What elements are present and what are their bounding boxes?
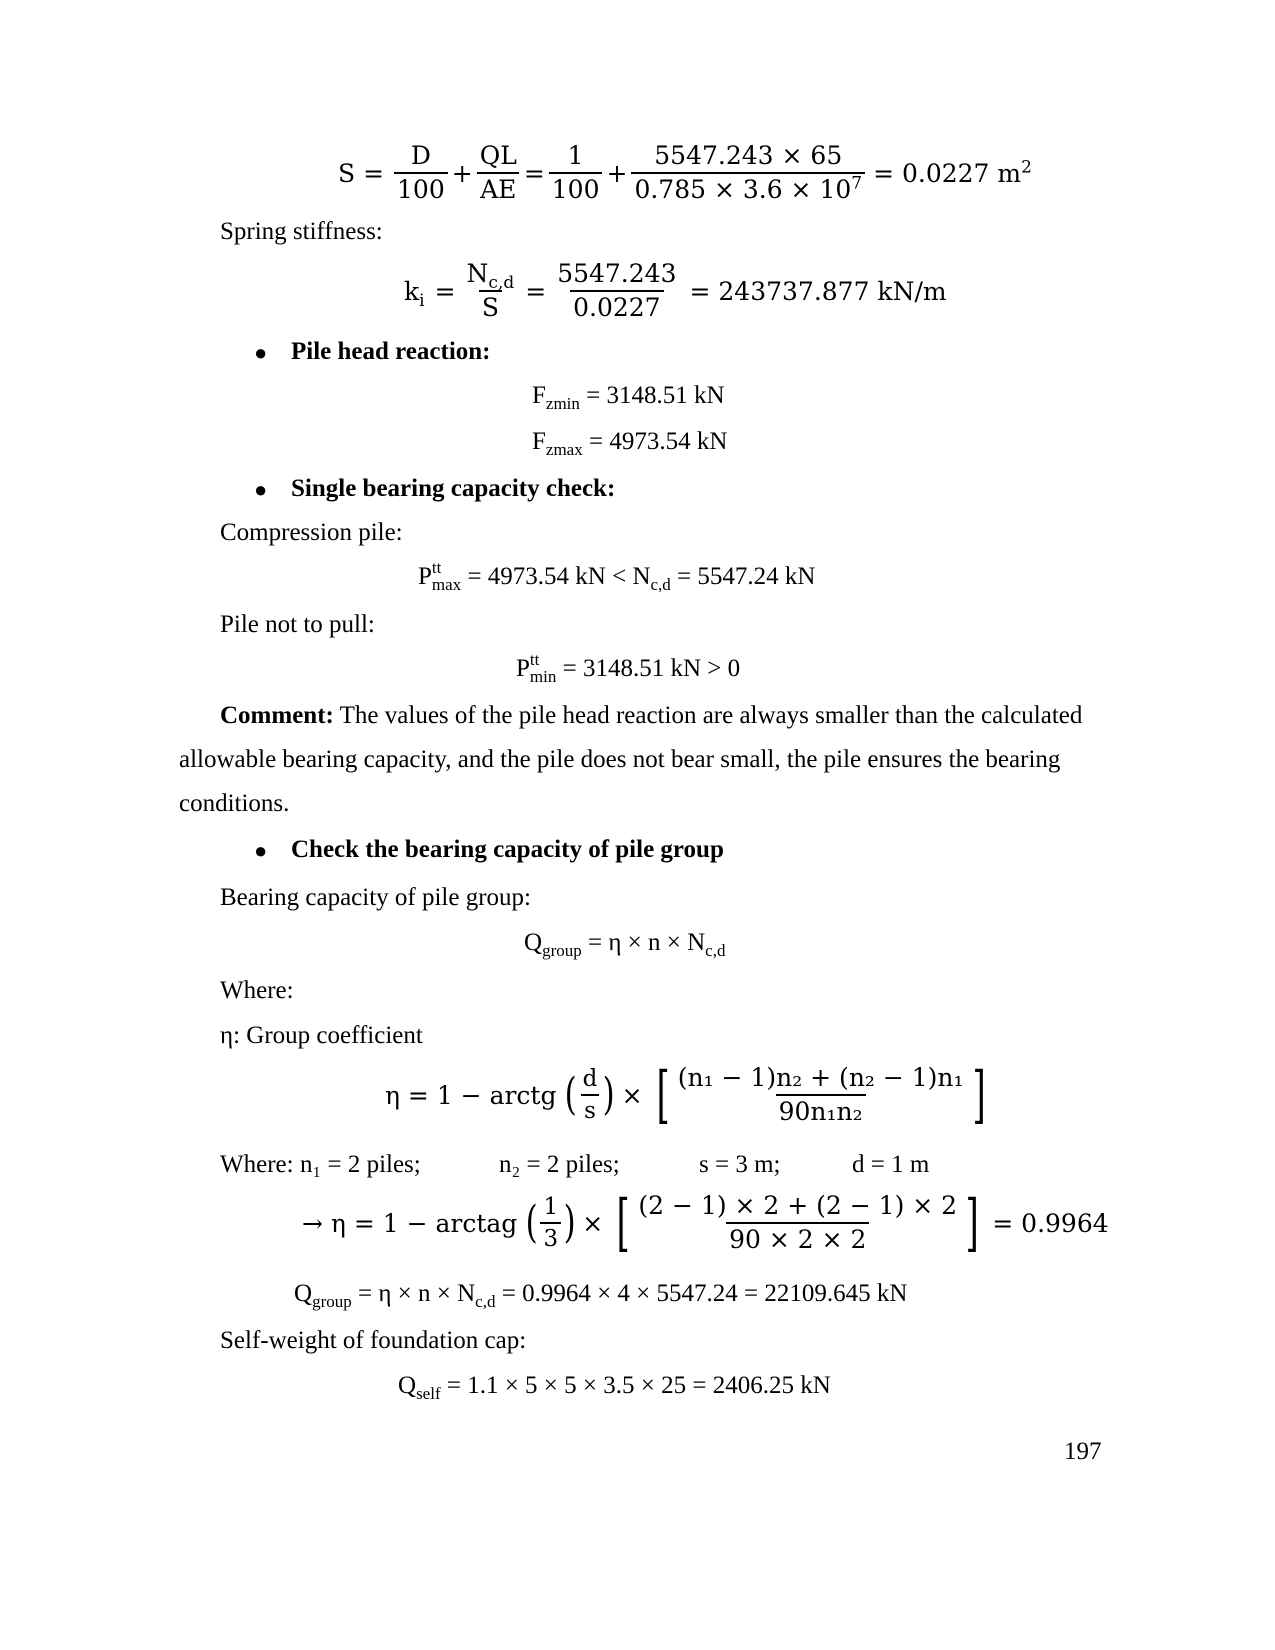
bullet-check-pile-group: Check the bearing capacity of pile group xyxy=(291,836,724,863)
superscript: tt xyxy=(431,558,442,578)
subscript: c,d xyxy=(650,575,671,594)
right-paren: ) xyxy=(602,1069,615,1121)
fraction xyxy=(675,1064,967,1127)
left-bracket: [ xyxy=(655,1058,670,1132)
subscript: min xyxy=(529,667,557,687)
param-n2: n₂ = 2 piles; xyxy=(499,1151,620,1178)
plus-op: + xyxy=(606,158,628,188)
fraction xyxy=(554,260,679,323)
p-symbol: P xyxy=(418,563,432,590)
sup-sub-stack xyxy=(432,559,461,593)
qself-value: = 1.1 × 5 × 5 × 3.5 × 25 = 2406.25 kN xyxy=(440,1372,831,1399)
superscript: tt xyxy=(529,650,540,670)
fraction-den xyxy=(631,172,865,205)
pmin-value: = 3148.51 kN > 0 xyxy=(556,655,741,682)
subscript: i xyxy=(419,290,425,311)
times-op: × xyxy=(621,1080,643,1110)
where-label: Where: xyxy=(220,977,294,1004)
eq-s-result xyxy=(873,159,1032,188)
bullet-single-bearing-check: Single bearing capacity check: xyxy=(291,475,616,502)
qgroup-calc-mid: = η × n × N xyxy=(351,1280,476,1307)
q-symbol: Q xyxy=(524,929,543,956)
fraction-den: 90n₁n₂ xyxy=(776,1094,866,1127)
sup-sub-stack xyxy=(530,651,556,685)
fzmin-value: = 3148.51 kN xyxy=(579,382,725,409)
stiffness-equation xyxy=(404,260,947,323)
equals-op: = xyxy=(525,276,547,306)
param-n1: n₁ = 2 piles; xyxy=(300,1151,421,1178)
eta-group-coefficient-label: η: Group coefficient xyxy=(220,1022,423,1049)
p-symbol: P xyxy=(516,655,530,682)
q-symbol: Q xyxy=(398,1372,417,1399)
fraction xyxy=(631,142,865,205)
page-number: 197 xyxy=(1064,1438,1102,1465)
subscript: max xyxy=(431,575,462,595)
where-params-label: Where: xyxy=(220,1151,294,1178)
bullet-pile-head-reaction: Pile head reaction: xyxy=(291,338,491,365)
eta-lhs: η = 1 − arctg xyxy=(385,1080,557,1110)
qgroup-mid: = η × n × N xyxy=(581,929,706,956)
spring-stiffness-label: Spring stiffness: xyxy=(220,218,383,245)
exponent: 7 xyxy=(851,173,863,194)
fraction xyxy=(540,1194,561,1252)
eq-k-result: = 243737.877 kN/m xyxy=(689,276,947,306)
fraction-num: D xyxy=(410,141,431,170)
right-paren: ) xyxy=(563,1197,576,1249)
fraction-den: S xyxy=(479,290,502,323)
equals-op: = xyxy=(434,276,456,306)
f-symbol: F xyxy=(532,382,546,409)
subscript: zmin xyxy=(545,394,580,413)
bullet-dot: ● xyxy=(254,340,268,365)
n-text: N xyxy=(466,259,489,288)
compression-pile-label: Compression pile: xyxy=(220,519,403,546)
subscript: c,d xyxy=(488,273,515,293)
den-text: 0.785 × 3.6 × 10 xyxy=(634,174,852,204)
fraction-num: (2 − 1) × 2 + (2 − 1) × 2 xyxy=(638,1191,958,1220)
eq-s-lhs: S = xyxy=(338,158,385,188)
fraction-num: 5547.243 × 65 xyxy=(654,141,843,170)
fzmax-value: = 4973.54 kN xyxy=(582,428,728,455)
right-bracket: ] xyxy=(972,1058,986,1132)
equals-op: = xyxy=(523,158,545,188)
left-paren: ( xyxy=(565,1069,578,1121)
self-weight-label: Self-weight of foundation cap: xyxy=(220,1327,527,1354)
k-text: k xyxy=(404,276,420,306)
subscript: group xyxy=(542,941,582,960)
fraction-den: 90 × 2 × 2 xyxy=(726,1222,869,1255)
fraction xyxy=(477,142,520,205)
fraction-den: s xyxy=(581,1094,599,1124)
qgroup-equation xyxy=(524,929,726,960)
right-bracket: ] xyxy=(965,1186,979,1260)
pmax-value: = 5547.24 kN xyxy=(670,563,816,590)
settlement-equation xyxy=(338,142,1032,205)
fraction-num: 1 xyxy=(567,141,584,170)
comment-line1: The values of the pile head reaction are always smaller than the calculated xyxy=(333,702,1083,729)
subscript: group xyxy=(312,1292,352,1311)
subscript: c,d xyxy=(475,1292,496,1311)
bullet-dot: ● xyxy=(254,838,268,863)
eta-calc-lhs: → η = 1 − arctag xyxy=(302,1208,518,1238)
fraction-den: 100 xyxy=(394,172,448,205)
fraction-den: 3 xyxy=(540,1222,561,1252)
param-s: s = 3 m; xyxy=(699,1151,781,1178)
eta-calc-result: = 0.9964 xyxy=(992,1208,1109,1238)
result-text: = 0.0227 m xyxy=(873,158,1022,188)
fraction-num: QL xyxy=(479,141,517,170)
bearing-pile-group-label: Bearing capacity of pile group: xyxy=(220,884,531,911)
fraction-den: 0.0227 xyxy=(570,290,663,323)
left-paren: ( xyxy=(525,1197,538,1249)
param-d: d = 1 m xyxy=(852,1151,930,1178)
fzmax-equation xyxy=(532,428,728,459)
plus-op: + xyxy=(451,158,473,188)
fraction xyxy=(549,142,603,205)
subscript: self xyxy=(416,1384,441,1403)
comment-line2: allowable bearing capacity, and the pile does not bear small, the pile ensures the bearing xyxy=(179,746,1061,773)
pmax-equation xyxy=(418,558,816,595)
f-symbol: F xyxy=(532,428,546,455)
fraction xyxy=(394,142,448,205)
fraction-num: 5547.243 xyxy=(557,259,677,288)
eta-formula xyxy=(385,1058,991,1132)
comment-line3: conditions. xyxy=(179,790,290,817)
subscript: c,d xyxy=(705,941,726,960)
exponent: 2 xyxy=(1021,157,1032,178)
fraction xyxy=(580,1066,601,1124)
left-bracket: [ xyxy=(616,1186,630,1260)
fraction-num xyxy=(464,259,518,293)
k-symbol xyxy=(404,276,425,311)
comment-label: Comment: xyxy=(220,702,334,729)
times-op: × xyxy=(582,1208,604,1238)
fraction-den: 100 xyxy=(549,172,603,205)
bullet-dot: ● xyxy=(254,477,268,502)
fraction-den: AE xyxy=(477,172,519,205)
pile-not-to-pull-label: Pile not to pull: xyxy=(220,611,375,638)
fraction xyxy=(464,260,518,323)
pmin-equation xyxy=(516,650,741,687)
q-symbol: Q xyxy=(294,1280,313,1307)
subscript: zmax xyxy=(545,440,583,459)
eta-calculation xyxy=(302,1186,1109,1260)
pmax-mid: = 4973.54 kN < N xyxy=(461,563,651,590)
fraction xyxy=(635,1192,960,1255)
fzmin-equation xyxy=(532,382,725,413)
qself-equation xyxy=(398,1372,831,1403)
fraction-num: 1 xyxy=(543,1194,559,1221)
qgroup-calculation xyxy=(294,1280,908,1311)
fraction-num: (n₁ − 1)n₂ + (n₂ − 1)n₁ xyxy=(677,1063,964,1092)
fraction-num: d xyxy=(582,1066,598,1093)
qgroup-calc-value: = 0.9964 × 4 × 5547.24 = 22109.645 kN xyxy=(495,1280,908,1307)
comment-paragraph xyxy=(220,702,1082,730)
